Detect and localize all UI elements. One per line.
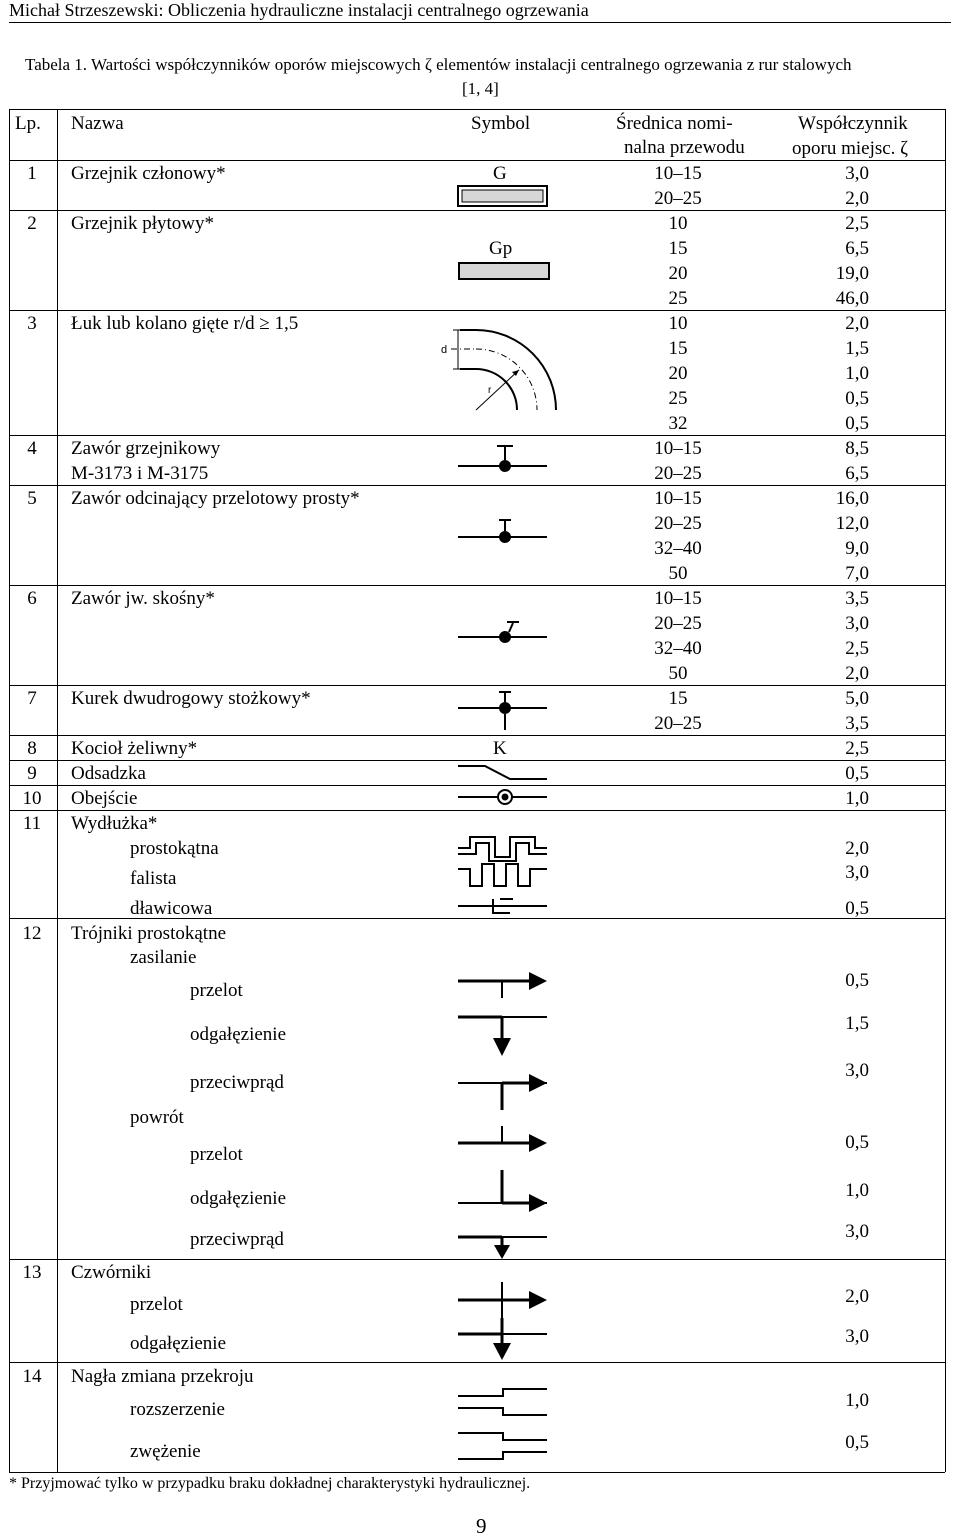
angle-valve-icon xyxy=(455,617,550,651)
row-number: 10 xyxy=(22,788,42,809)
sub-item: odgałęzienie xyxy=(190,1024,287,1045)
zeta-value: 1,5 xyxy=(845,338,869,359)
zeta-value: 19,0 xyxy=(835,263,869,284)
row-separator xyxy=(9,1362,945,1363)
row-number: 11 xyxy=(22,813,42,834)
sub-item: przeciwprąd xyxy=(190,1229,284,1250)
zeta-value: 1,0 xyxy=(845,1390,869,1411)
diameter-value: 32–40 xyxy=(654,638,702,659)
sub-item: przelot xyxy=(190,980,243,1001)
sub-item: odgałęzienie xyxy=(190,1188,287,1209)
zeta-value: 2,5 xyxy=(845,638,869,659)
pipe-offset-icon xyxy=(455,762,550,784)
row-separator xyxy=(9,485,945,486)
header-rule xyxy=(9,22,951,23)
zeta-value: 3,5 xyxy=(845,713,869,734)
tee-supply-through-icon xyxy=(455,960,550,1000)
diameter-value: 20 xyxy=(668,363,688,384)
diameter-label: d xyxy=(441,344,448,356)
row-separator xyxy=(9,435,945,436)
corrugated-expansion-joint-icon xyxy=(455,860,550,890)
panel-radiator-symbol-icon xyxy=(455,260,553,284)
diameter-value: 15 xyxy=(668,688,688,709)
row-number: 14 xyxy=(22,1366,42,1387)
zeta-value: 2,0 xyxy=(845,188,869,209)
sub-item: prostokątna xyxy=(130,838,219,859)
row-name-2: M-3173 i M-3175 xyxy=(71,463,209,484)
row-name: Kurek dwudrogowy stożkowy* xyxy=(71,688,311,709)
zeta-value: 2,5 xyxy=(845,738,869,759)
table-bottom-border xyxy=(9,1472,945,1473)
column-header-zeta: Współczynnik xyxy=(798,113,908,134)
row-name: Grzejnik płytowy* xyxy=(71,213,215,234)
zeta-value: 5,0 xyxy=(845,688,869,709)
diameter-value: 20–25 xyxy=(654,713,702,734)
radius-label: r xyxy=(488,385,492,396)
symbol-label: K xyxy=(493,738,507,759)
zeta-value: 3,0 xyxy=(845,1326,869,1347)
row-separator xyxy=(9,310,945,311)
sudden-expansion-icon xyxy=(455,1384,550,1420)
diameter-value: 32–40 xyxy=(654,538,702,559)
zeta-value: 3,0 xyxy=(845,613,869,634)
sleeve-expansion-joint-icon xyxy=(455,894,550,918)
zeta-value: 3,0 xyxy=(845,862,869,883)
zeta-value: 0,5 xyxy=(845,1432,869,1453)
zeta-value: 46,0 xyxy=(835,288,869,309)
diameter-value: 50 xyxy=(668,563,688,584)
diameter-value: 20 xyxy=(668,263,688,284)
bend-elbow-diagram-icon xyxy=(436,325,566,425)
sub-item: przelot xyxy=(190,1144,243,1165)
row-name: Obejście xyxy=(71,788,138,809)
row-separator xyxy=(9,760,945,761)
row-number: 2 xyxy=(27,213,37,234)
zeta-value: 0,5 xyxy=(845,1132,869,1153)
cross-branch-icon xyxy=(455,1316,550,1362)
sub-item: falista xyxy=(130,868,177,889)
row-name: Grzejnik członowy* xyxy=(71,163,226,184)
sub-item: przelot xyxy=(130,1294,183,1315)
symbol-label: G xyxy=(493,163,507,184)
page-number: 9 xyxy=(476,1514,487,1538)
row-separator xyxy=(9,1259,945,1260)
diameter-value: 10–15 xyxy=(654,438,702,459)
row-number: 1 xyxy=(27,163,37,184)
row-separator xyxy=(9,585,945,586)
diameter-value: 20–25 xyxy=(654,188,702,209)
row-name: Kocioł żeliwny* xyxy=(71,738,198,759)
zeta-value: 3,0 xyxy=(845,163,869,184)
zeta-value: 1,0 xyxy=(845,788,869,809)
zeta-value: 2,0 xyxy=(845,838,869,859)
zeta-value: 2,0 xyxy=(845,663,869,684)
zeta-value: 12,0 xyxy=(835,513,869,534)
diameter-value: 10 xyxy=(668,313,688,334)
col-divider-lp xyxy=(57,109,58,1472)
radiator-valve-icon xyxy=(455,440,550,480)
zeta-value: 16,0 xyxy=(835,488,869,509)
symbol-label: Gp xyxy=(489,238,513,259)
row-name: Odsadzka xyxy=(71,763,146,784)
group-label-return: powrót xyxy=(130,1107,184,1128)
row-name: Czwórniki xyxy=(71,1262,152,1283)
diameter-value: 10–15 xyxy=(654,588,702,609)
row-name: Łuk lub kolano gięte r/d ≥ 1,5 xyxy=(71,313,299,334)
column-header-zeta-2: oporu miejsc. ζ xyxy=(792,138,909,159)
row-name: Wydłużka* xyxy=(71,813,158,834)
radiator-symbol-icon xyxy=(455,184,550,210)
zeta-value: 1,5 xyxy=(845,1013,869,1034)
diameter-value: 32 xyxy=(668,413,688,434)
diameter-value: 20–25 xyxy=(654,463,702,484)
zeta-value: 3,0 xyxy=(845,1060,869,1081)
row-name: Trójniki prostokątne xyxy=(71,923,226,944)
sub-item: zwężenie xyxy=(130,1441,201,1462)
running-header: Michał Strzeszewski: Obliczenia hydrauliczne instalacji centralnego ogrzewania xyxy=(9,0,589,20)
tee-supply-counterflow-icon xyxy=(455,1062,550,1112)
zeta-value: 0,5 xyxy=(845,763,869,784)
column-header-diameter: Średnica nomi- xyxy=(616,113,733,134)
plug-cock-icon xyxy=(455,686,550,734)
table-left-border xyxy=(9,109,10,1472)
row-number: 6 xyxy=(27,588,37,609)
tee-return-through-icon xyxy=(455,1124,550,1164)
column-header-symbol: Symbol xyxy=(471,113,531,134)
tee-supply-branch-icon xyxy=(455,1008,550,1058)
diameter-value: 10 xyxy=(668,213,688,234)
zeta-value: 6,5 xyxy=(845,238,869,259)
row-number: 5 xyxy=(27,488,37,509)
zeta-value: 2,5 xyxy=(845,213,869,234)
zeta-value: 0,5 xyxy=(845,898,869,919)
row-separator xyxy=(9,210,945,211)
footnote: * Przyjmować tylko w przypadku braku dokładnej charakterystyki hydraulicznej. xyxy=(9,1475,531,1492)
zeta-value: 1,0 xyxy=(845,363,869,384)
group-label-supply: zasilanie xyxy=(130,947,197,968)
zeta-value: 2,0 xyxy=(845,1286,869,1307)
table-right-border xyxy=(945,109,946,1472)
column-header-lp: Lp. xyxy=(15,113,41,134)
diameter-value: 15 xyxy=(668,238,688,259)
zeta-value: 0,5 xyxy=(845,970,869,991)
row-name: Zawór jw. skośny* xyxy=(71,588,215,609)
zeta-value: 9,0 xyxy=(845,538,869,559)
diameter-value: 15 xyxy=(668,338,688,359)
tee-return-branch-icon xyxy=(455,1165,550,1213)
row-name: Nagła zmiana przekroju xyxy=(71,1366,254,1387)
zeta-value: 1,0 xyxy=(845,1180,869,1201)
zeta-value: 3,0 xyxy=(845,1221,869,1242)
sub-item: odgałęzienie xyxy=(130,1333,227,1354)
zeta-value: 3,5 xyxy=(845,588,869,609)
table-caption-refs: [1, 4] xyxy=(462,79,499,98)
bypass-icon xyxy=(455,786,550,808)
row-separator xyxy=(9,810,945,811)
column-header-name: Nazwa xyxy=(71,113,124,134)
diameter-value: 25 xyxy=(668,288,688,309)
row-number: 12 xyxy=(22,923,42,944)
diameter-value: 10–15 xyxy=(654,163,702,184)
zeta-value: 6,5 xyxy=(845,463,869,484)
zeta-value: 8,5 xyxy=(845,438,869,459)
diameter-value: 50 xyxy=(668,663,688,684)
row-name: Zawór grzejnikowy xyxy=(71,438,221,459)
diameter-value: 20–25 xyxy=(654,513,702,534)
column-header-diameter-2: nalna przewodu xyxy=(624,137,745,158)
diameter-value: 25 xyxy=(668,388,688,409)
row-separator xyxy=(9,160,945,161)
shutoff-valve-icon xyxy=(455,515,550,551)
tee-return-counterflow-icon xyxy=(455,1215,550,1259)
zeta-value: 7,0 xyxy=(845,563,869,584)
zeta-value: 0,5 xyxy=(845,388,869,409)
diameter-value: 20–25 xyxy=(654,613,702,634)
row-number: 7 xyxy=(27,688,37,709)
table-caption: Tabela 1. Wartości współczynników oporów miejscowych ζ elementów instalacji centralnego ogrzewania z rur stalowych xyxy=(25,55,852,74)
row-separator xyxy=(9,735,945,736)
row-number: 3 xyxy=(27,313,37,334)
sub-item: rozszerzenie xyxy=(130,1399,225,1420)
sub-item: przeciwprąd xyxy=(190,1072,284,1093)
sub-item: dławicowa xyxy=(130,898,213,919)
row-name: Zawór odcinający przelotowy prosty* xyxy=(71,488,360,509)
zeta-value: 0,5 xyxy=(845,413,869,434)
row-number: 9 xyxy=(27,763,37,784)
row-number: 13 xyxy=(22,1262,42,1283)
zeta-value: 2,0 xyxy=(845,313,869,334)
row-number: 8 xyxy=(27,738,37,759)
diameter-value: 10–15 xyxy=(654,488,702,509)
sudden-contraction-icon xyxy=(455,1428,550,1464)
table-top-border xyxy=(9,109,945,110)
row-number: 4 xyxy=(27,438,37,459)
